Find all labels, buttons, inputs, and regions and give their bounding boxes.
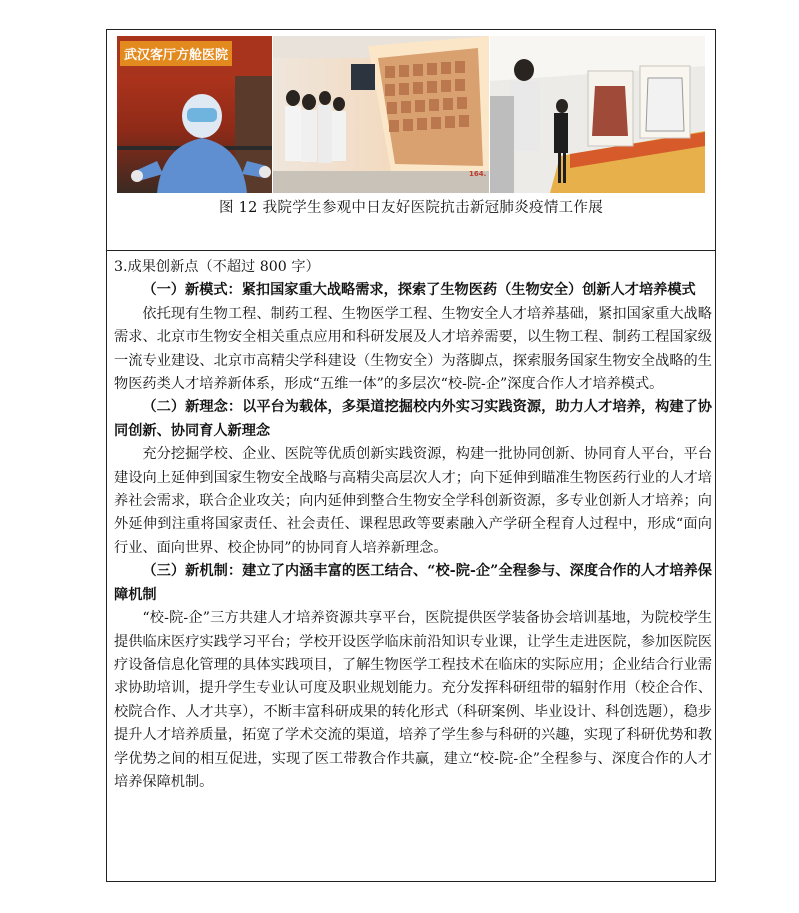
photo-cell — [107, 30, 715, 251]
section-title: 3.成果创新点（不超过 800 字） — [114, 259, 320, 275]
photo-exhibition-wall — [273, 36, 489, 193]
hospital-sign: 武汉客厅方舱医院 — [120, 41, 232, 66]
item-1-body: 依托现有生物工程、制药工程、生物医学工程、生物安全人才培养基础，紧扣国家重大战略需求、北京市生物安全相关重点应用和科研发展及人才培养需要，以生物工程、制药工程国家级一流专业建设、北京市高精尖学科建设（生物安全）为落脚点，探索服务国家生物安全战略的生物医药类人才培养新体系，形成“五维一体”的多层次“校-院-企”深度合作人才培养模式。 — [114, 305, 712, 393]
wall-number: 164. — [469, 170, 487, 178]
photo-hospital-worker — [117, 36, 272, 193]
item-1-heading: （一）新模式：紧扣国家重大战略需求，探索了生物医药（生物安全）创新人才培养模式 — [142, 282, 696, 299]
report-table — [106, 29, 716, 882]
item-2-body: 充分挖掘学校、企业、医院等优质创新实践资源，构建一批协同创新、协同育人平台，平台建设向上延伸到国家生物安全战略与高精尖高层次人才；向下延伸到瞄准生物医药行业的人才培养社会需求，联合企业攻关；向内延伸到整合生物安全学科创新资源，多专业创新人才培养；向外延伸到注重将国家责任、社会责任、课程思政等要素融入产学研全程育人过程中，形成“面向行业、面向世界、校企协同”的协同育人培养新理念。 — [114, 446, 712, 556]
item-3-heading: （三）新机制：建立了内涵丰富的医工结合、“校-院-企”全程参与、深度合作的人才培养保障机制 — [114, 563, 712, 603]
content-cell — [114, 256, 712, 794]
photo-collage — [117, 36, 705, 193]
photo-display-cases — [490, 36, 705, 193]
item-2-heading: （二）新理念：以平台为载体，多渠道挖掘校内外实习实践资源，助力人才培养，构建了协同创新、协同育人新理念 — [114, 399, 712, 439]
photo-caption: 图 12 我院学生参观中日友好医院抗击新冠肺炎疫情工作展 — [218, 200, 604, 216]
item-3-body: “校-院-企”三方共建人才培养资源共享平台，医院提供医学装备协会培训基地，为院校学生提供临床医疗实践学习平台；学校开设医学临床前沿知识专业课，让学生走进医院，参加医院医疗设备信息化管理的具体实践项目，了解生物医学工程技术在临床的实际应用；企业结合行业需求协助培训，提升学生专业认可度及职业规划能力。充分发挥科研纽带的辐射作用（校企合作、校院合作、人才共享），不断丰富科研成果的转化形式（科研案例、毕业设计、科创选题），稳步提升人才培养质量，拓宽了学术交流的渠道，培养了学生参与科研的兴趣，实现了科研优势和教学优势之间的相互促进，实现了医工带教合作共赢，建立“校-院-企”全程参与、深度合作的人才培养保障机制。 — [114, 610, 712, 790]
